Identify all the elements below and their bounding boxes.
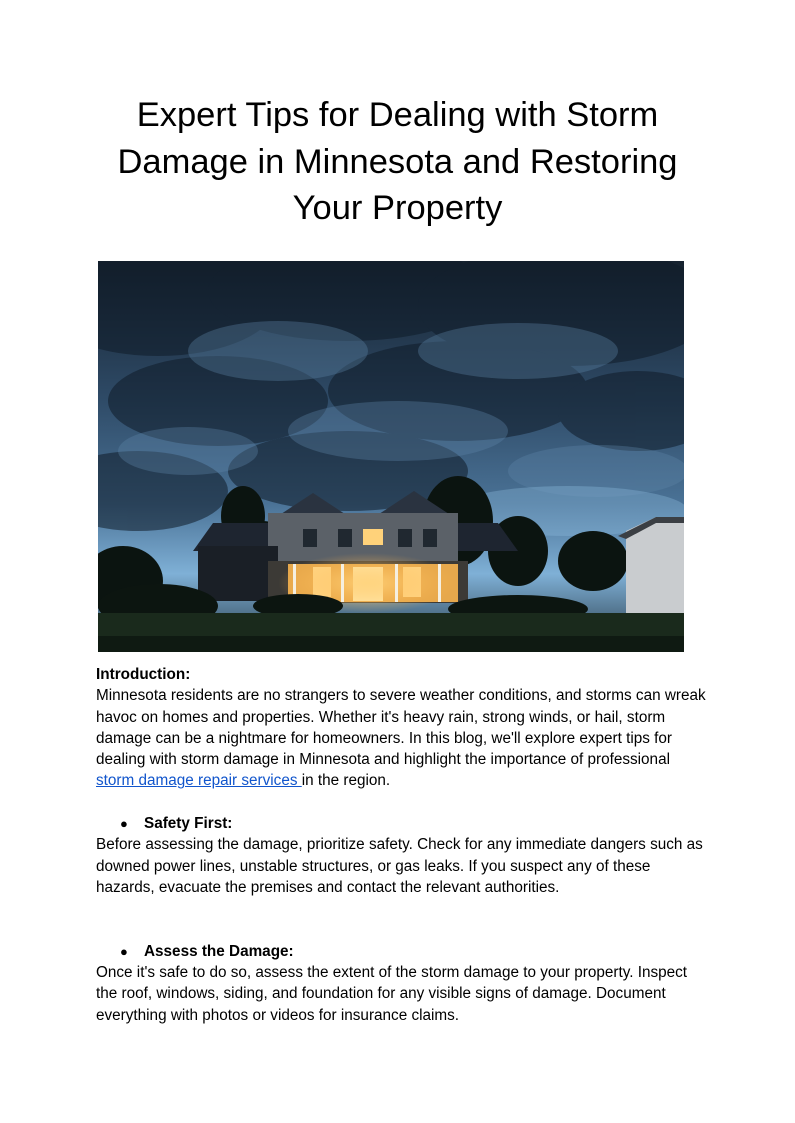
intro-text: Minnesota residents are no strangers to severe weather conditions, and storms can wreak havoc on homes and properties. Whether it's heavy rain, strong winds, or hail, storm damage can be a nightmare for homeowners. In this blog, we'll explore expert tips for dealing with storm damage in Minnesota and highlight the importance of professional: [96, 687, 706, 769]
storm-house-photo: [98, 261, 684, 652]
section-body-assess: Once it's safe to do so, assess the extent of the storm damage to your property. Inspect the roof, windows, siding, and foundation for any visible signs of damage. Document everything with photos or videos for insurance claims.: [96, 964, 688, 1024]
section-heading-assess: [96, 941, 706, 962]
intro-paragraph: [96, 685, 706, 791]
article-body: [96, 664, 706, 1026]
intro-text-end: in the region.: [301, 772, 391, 790]
storm-damage-repair-link[interactable]: storm damage repair services: [96, 772, 302, 790]
bullet-icon: ●: [120, 943, 128, 959]
bullet-icon: ●: [120, 816, 128, 832]
document-title: Expert Tips for Dealing with Storm Damage in Minnesota and Restoring Your Property: [117, 96, 678, 227]
section-title: Safety First:: [144, 815, 233, 833]
intro-heading: Introduction:: [96, 666, 191, 683]
section-title: Assess the Damage:: [144, 942, 294, 960]
section-body-safety: Before assessing the damage, prioritize safety. Check for any immediate dangers such as downed power lines, unstable structures, or gas leaks. If you suspect any of these hazards, evacuate the premises and contact the relevant authorities.: [96, 836, 703, 896]
section-heading-safety: [96, 813, 706, 834]
